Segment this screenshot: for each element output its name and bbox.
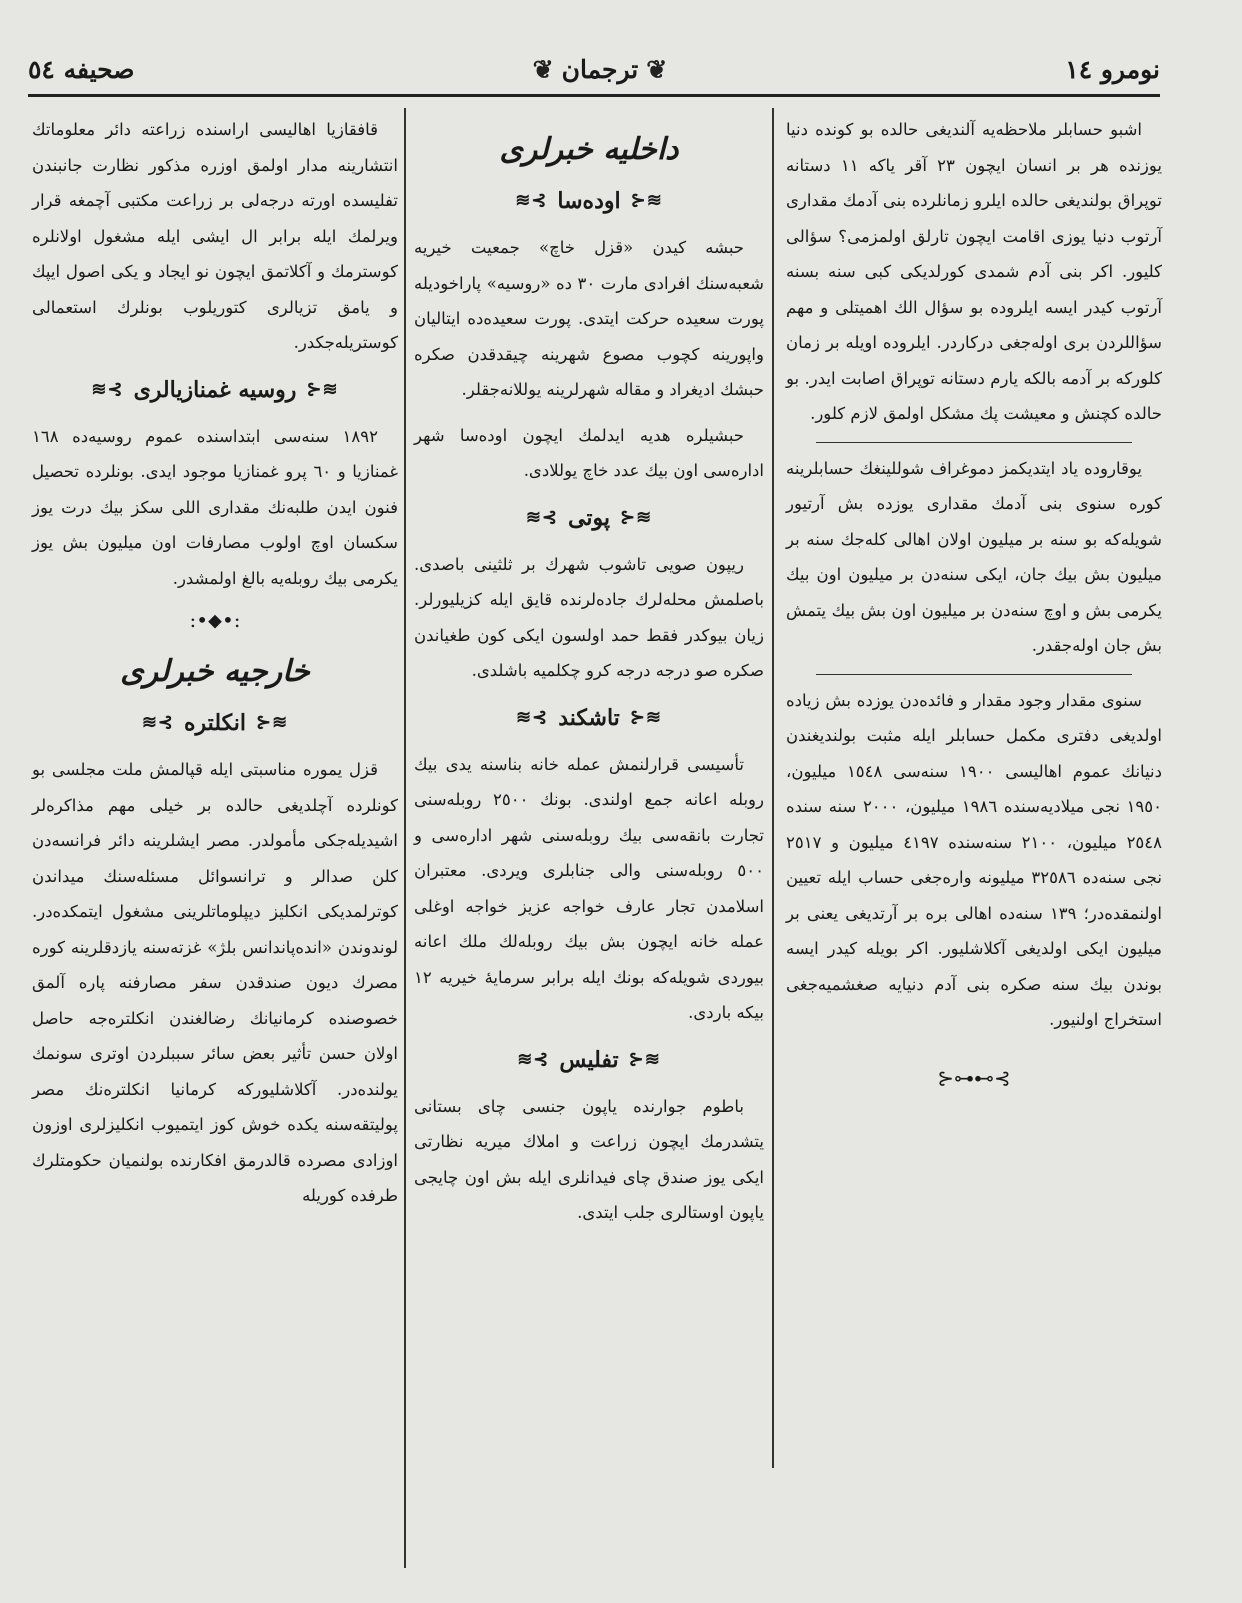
article-title-russia-gymnasiums	[32, 373, 398, 407]
article-title: روسيه غمنازيالرى	[133, 376, 297, 403]
paragraph: باطوم جوارنده ياپون جنسى چاى بستانى يتشدرمك ايچون زراعت و املاك ميريه نظارتى ايكى يوز صندق چاى فيدانلرى ايله بش اون چايجى ياپون اوستالرى جلب ايتدى.	[414, 1096, 764, 1222]
column-rule	[404, 108, 406, 1568]
paragraph: قافقازيا اهاليسى اراسنده زراعته دائر معلوماتك انتشارينه مدار اولمق اوزره مذكور نظارت جانبندن تفليسده اورته درجه‌لى بر زراعت مكتبى آچمغه قرار ويرلمك ايله برابر ال ايشى ايله مشغول اولانلره كوسترمك و آكلاتمق ايچون نو ايجاد و يكى اصول ايپك و يامق تزيالرى كتوريلوب بونلرك استعمالى كوستريله‌جكدر.	[32, 120, 398, 352]
paragraph: اشبو حسابلر ملاحظه‌يه آلنديغى حالده بو كونده دنيا يوزنده هر بر انسان ايچون ٢٣ آقر ياكه ١١ دستانه توپراق بولنديغى حالده ايلرو زمانلرده بنى آدمك مقدارى آرتوب دنيا يوزى اقامت ايچون تارلق اولمزمى؟ سؤالى كليور. اكر بنى آدم شمدى كورلديكى كبى سنه بسنه آرتوب كيدر ايسه ايلروده بو سؤال الك اهميتلى و مهم سؤاللردن برى اوله‌جغى دركاردر. ايلروده اويله بر زمان كلوركه بر آدمه بالكه يارم دستانه توپراق اصابت ايدر. بو حالده كچنش و معيشت پك مشكل اولمق لازم كلور.	[786, 120, 1162, 423]
flourish-icon: ❦	[532, 54, 554, 84]
flourish-icon: ❦	[646, 54, 668, 84]
ornament-icon: ≋⊰	[628, 1048, 661, 1070]
paragraph: ١٨٩٢ سنه‌سى ابتداسنده عموم روسيه‌ده ١٦٨ غمنازيا و ٦٠ پرو غمنازيا موجود ايدى. بونلرده تحصيل فنون ايدن طلبه‌نك مقدارى اللى سكز بيك درت يوز سكسان اوچ اولوب مصارفات اون ميليون بش يوز يكرمى بيك روبله‌يه بالغ اولمشدر.	[32, 426, 398, 588]
divider-ornament: :•⬥•:	[189, 608, 241, 632]
ornament-icon: ≋⊰	[256, 712, 289, 733]
ornament-icon: ⊱≋	[516, 706, 549, 728]
paragraph-rule	[816, 674, 1132, 675]
ornament-icon: ⊱≋	[91, 378, 124, 400]
paragraph: سنوى مقدار وجود مقدار و فائده‌دن يوزده بش زياده اولديغى دفترى مكمل حسابلر ايله مثبت بولنديغندن دنيانك عموم اهاليسى ١٩٠٠ سنه‌سى ١٥٤٨ ميليون، ١٩٥٠ نجى ميلاديه‌سنده ١٩٨٦ ميليون، ٢٠٠٠ سنه سنده ٢٥٤٨ ميليون، ٢١٠٠ سنه‌سنده ٤١٩٧ ميليون و ٢٥١٧ نجى سنه‌ده ٣٢٥٨٦ ميليونه واره‌جغى حساب ايله تعيين اولنمقده‌در؛ ١٣٩ سنه‌ده اهالى بره بر آرتديغى يعنى بر ميليون ايكى اولديغى آكلاشليور. اكر بويله كيدر ايسه بوندن بيك سنه صكره بنى آدم دنيايه صغشميه‌جغى استخراج اولنيور.	[786, 690, 1163, 1029]
ornament-icon: ≋⊰	[630, 190, 663, 211]
paragraph: ريپون صويى تاشوب شهرك بر ثلثينى باصدى. باصلمش محله‌لرك جاده‌لرنده قايق ايله كزيليورلر. زيان بيوكدر فقط حمد اولسون ايكى كون طغياندن صكره صو درجه درجه كرو چكلميه باشلدى.	[414, 554, 764, 680]
page-header	[28, 44, 1160, 94]
article-title-tiflis	[414, 1043, 764, 1077]
paragraph: حبشيلره هديه ايدلمك ايچون اوده‌سا شهر اداره‌سى اون بيك عدد خاچ يوللادى.	[414, 425, 764, 480]
newspaper-title: ترجمان	[561, 54, 639, 84]
end-ornament: ⊱⊶⊷⊰	[937, 1065, 1011, 1090]
paragraph: تأسيسى قرارلنمش عمله خانه بناسنه يدى بيك روبله اعانه جمع اولندى. بونك ٢٥٠٠ روبله‌سنى تجارت بانقه‌سى بيك روبله‌سنى شهر اداره‌سى و ٥٠٠ روبله‌سنى والى جنابلرى ويردى. معتبران اسلامدن تجار عارف خواجه عزيز خواجه اوغلى عمله خانه ايچون بش بيك روبله‌لك ملك اعانه بيوردى شويله‌كه بونك ايله برابر سرمايهٔ خيريه ١٢ بيكه باردى.	[414, 754, 764, 1022]
header-rule	[28, 94, 1160, 97]
middle-column	[414, 112, 764, 1241]
article-title: تفليس	[559, 1046, 619, 1073]
paragraph: يوقاروده ياد ايتديكمز دموغراف شوللينغك حسابلرينه كوره سنوى بنى آدمك مقدارى يوزده بش آرتيور شويله‌كه بو سنه بر ميليون اولان اهالى كله‌جك سنه بر ميليون بش بيك جان، ايكى سنه‌دن بر ميليون اون بيك يكرمى بش و اوچ سنه‌دن بر ميليون اون بش بيك يتمش بش جان اوله‌جقدر.	[786, 458, 1162, 655]
ornament-icon: ⊱≋	[141, 712, 175, 733]
article-title: انكلتره	[184, 710, 246, 736]
page-number: صحيفه ٥٤	[28, 54, 135, 84]
section-title-foreign: خارجيه خبرلرى	[120, 654, 310, 689]
article-title-tashkent	[414, 701, 764, 735]
section-title-domestic: داخليه خبرلرى	[499, 132, 679, 167]
left-column	[32, 112, 398, 1224]
article-title-poti	[414, 501, 764, 535]
article-title-england	[32, 706, 398, 740]
ornament-icon: ≋⊰	[306, 378, 339, 400]
paragraph: قزل يموره مناسبتى ايله قپالمش ملت مجلسى بو كونلرده آچلديغى حالده بر خيلى مهم مذاكره‌لر اشيديله‌جكى مأمولدر. مصر ايشلرينه دائر فرانسه‌دن كلن صدالر و ترانسوائل مسئله‌سنك ميداندن كوترلمديكى انكليز ديپلوماتلرينى مشغول ايتمكده‌در. لوندوندن «انده‌پاندانس بلژ» غزته‌سنه يازدقلرينه كوره مصرك ديون صندقدن سفر مصارفنه پاره آلمق خصوصنده كرمانيانك رضالغندن انكلتره‌جه حاصل اولان حسن تأثير بعض سائر سببلردن اوترى سونمك يولنده‌در. آكلاشليوركه كرمانيا انكلتره‌نك مصر پوليتقه‌سنه يكده خوش كوز ايتميوب انكليزلرى اوزون اوزادى مصرده قالدرمق افكارنده بولنميان حكومتلرك طرفده كوريله	[32, 760, 398, 1205]
article-title: پوتى	[568, 504, 610, 531]
column-rule	[772, 108, 774, 1468]
right-column	[786, 112, 1162, 1092]
article-title: اوده‌سا	[557, 188, 621, 214]
ornament-icon: ≋⊰	[629, 706, 662, 728]
ornament-icon: ⊱≋	[517, 1048, 550, 1070]
issue-number: نومرو ١٤	[1065, 54, 1160, 84]
paragraph: حبشه كيدن «قزل خاچ» جمعيت خيريه شعبه‌سنك افرادى مارت ٣٠ ده «روسيه» پاراخوديله پورت سعيده حركت ايتدى. پورت سعيده‌ده ايتاليان واپورينه كچوب مصوع شهرينه چيقدقدن صكره حبشك ادیغراد و مقاله شهرلرينه يوللانه‌جقلر.	[414, 238, 764, 399]
masthead	[533, 55, 668, 84]
article-title-odessa	[414, 184, 764, 218]
ornament-icon: ≋⊰	[619, 506, 653, 528]
ornament-icon: ⊱≋	[515, 190, 548, 211]
paragraph-rule	[816, 442, 1132, 443]
article-title: تاشكند	[558, 704, 620, 731]
ornament-icon: ⊱≋	[525, 506, 559, 528]
